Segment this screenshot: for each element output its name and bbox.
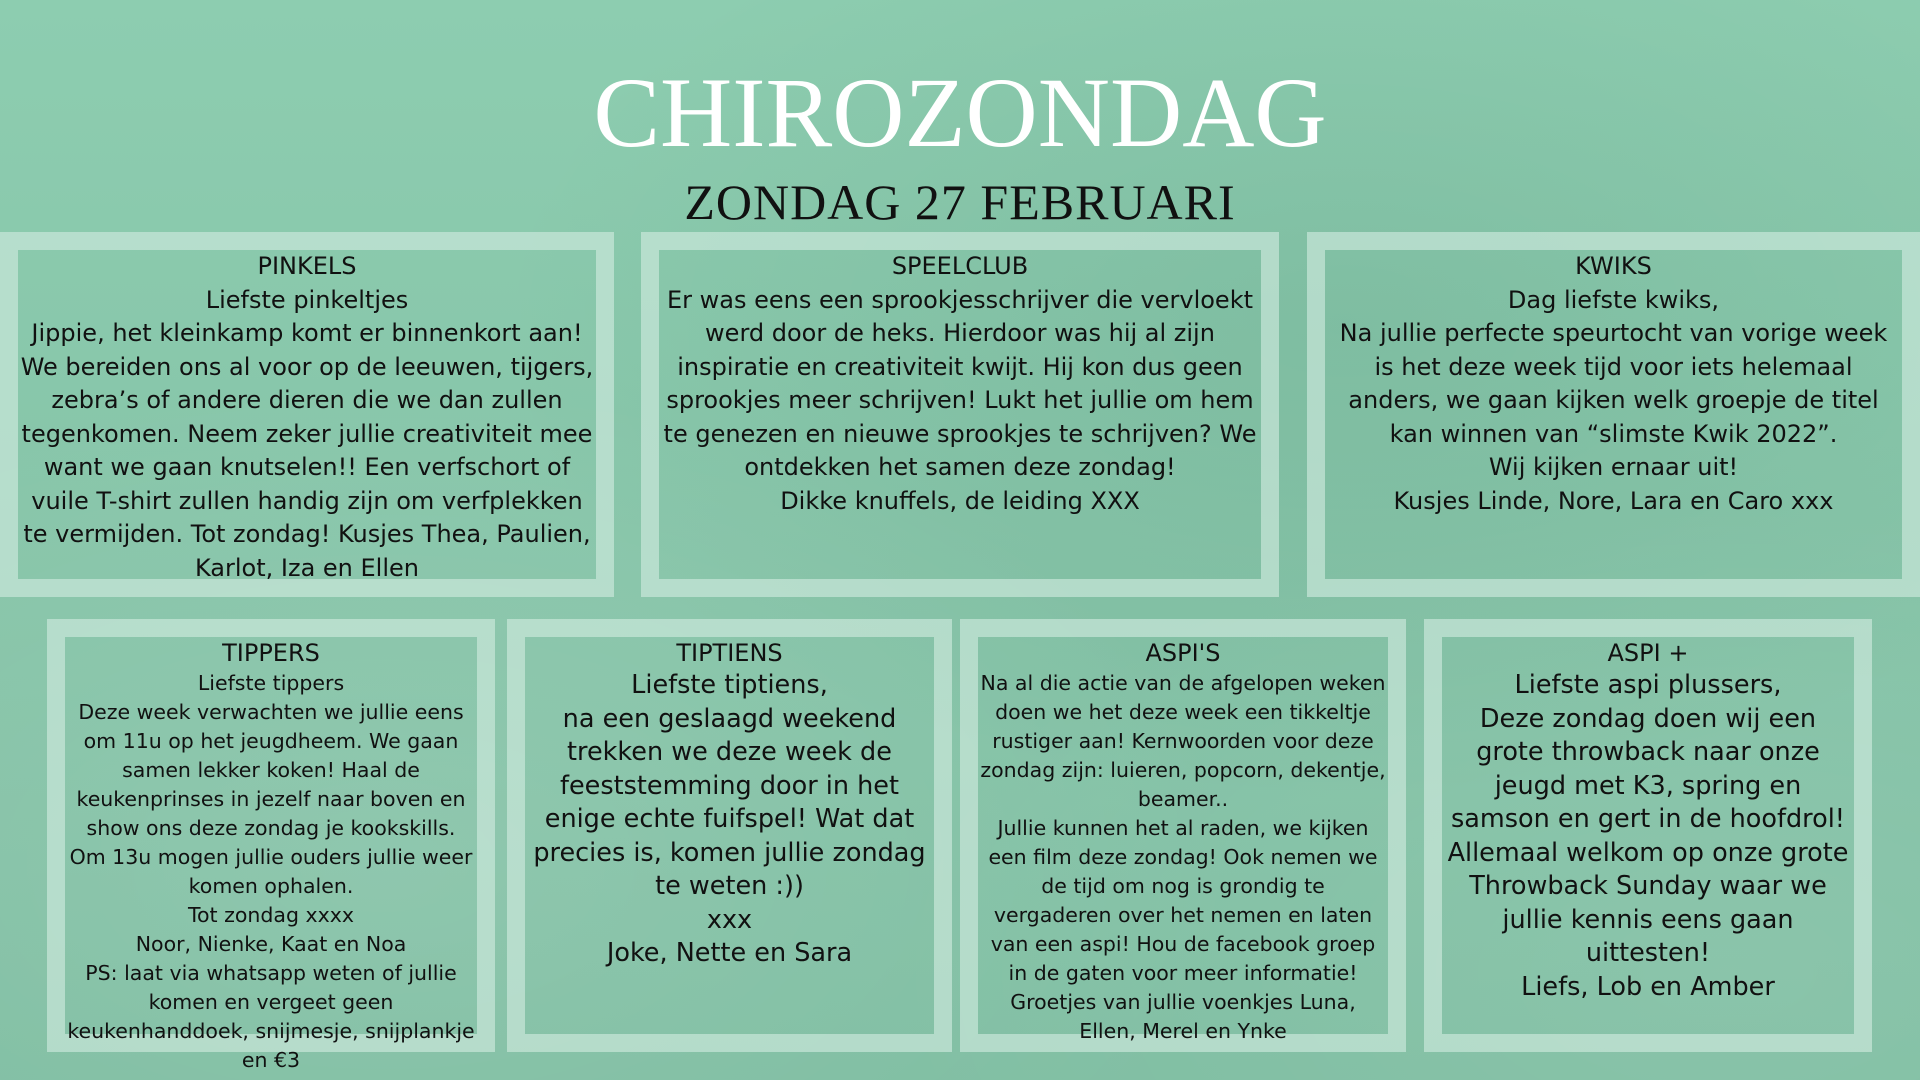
- card-kwiks-body: Na jullie perfecte speurtocht van vorige week is het deze week tijd voor iets helemaal anders, we gaan kijken welk groepje de titel kan winnen van “slimste Kwik 2022”.: [1339, 319, 1888, 448]
- card-tiptiens-kisses: xxx: [706, 904, 753, 935]
- card-tippers-line: Tot zondag xxxx: [187, 903, 355, 927]
- card-tippers-greeting: Liefste tippers: [197, 671, 345, 695]
- card-kwiks-title: KWIKS: [1575, 252, 1652, 280]
- card-pinkels-greeting: Liefste pinkeltjes: [205, 285, 409, 314]
- card-aspis-signoff: Groetjes van jullie voenkjes Luna, Ellen, Merel en Ynke: [1010, 990, 1356, 1043]
- card-pinkels: [0, 232, 614, 597]
- card-tippers-ps: PS: laat via whatsapp weten of jullie komen en vergeet geen keukenhanddoek, snijmesje, snijplankje en €3: [67, 961, 475, 1072]
- card-speelclub-title: SPEELCLUB: [891, 252, 1029, 280]
- card-pinkels-title: PINKELS: [257, 252, 357, 280]
- card-tippers-names: Noor, Nienke, Kaat en Noa: [135, 932, 407, 956]
- card-tippers-title: TIPPERS: [222, 639, 320, 667]
- card-speelclub-body: Er was eens een sprookjesschrijver die vervloekt werd door de heks. Hierdoor was hij al zijn inspiratie en creativiteit kwijt. Hij kon dus geen sprookjes meer schrijven! Lukt het jullie om hem te genezen en nieuwe sprookjes te schrijven? We ontdekken het samen deze zondag!: [663, 285, 1257, 481]
- page-date: ZONDAG 27 FEBRUARI: [684, 174, 1236, 230]
- card-speelclub-signoff: Dikke knuffels, de leiding XXX: [780, 486, 1140, 515]
- card-kwiks-greeting: Dag liefste kwiks,: [1507, 285, 1720, 314]
- card-aspiplus-body: Deze zondag doen wij een grote throwback naar onze jeugd met K3, spring en samson en gert in de hoofdrol!: [1450, 703, 1846, 834]
- card-tippers: [47, 619, 495, 1072]
- card-speelclub: [641, 232, 1279, 597]
- card-aspiplus-title: ASPI +: [1607, 639, 1689, 667]
- card-tiptiens-signoff: Joke, Nette en Sara: [606, 938, 853, 968]
- card-kwiks-line: Wij kijken ernaar uit!: [1488, 453, 1739, 481]
- card-tiptiens: [507, 619, 952, 1052]
- card-aspiplus: [1424, 619, 1872, 1052]
- card-pinkels-body: Jippie, het kleinkamp komt er binnenkort aan! We bereiden ons al voor op de leeuwen, tijgers, zebra’s of andere dieren die we dan zullen tegenkomen. Neem zeker jullie creativiteit mee want we gaan knutselen!! Een verfschort of vuile T-shirt zullen handig zijn om verfplekken te vermijden. Tot zondag! Kusjes Thea, Paulien, Karlot, Iza en Ellen: [20, 319, 594, 582]
- card-aspis: [960, 619, 1406, 1052]
- card-tippers-body: Deze week verwachten we jullie eens om 11u op het jeugdheem. We gaan samen lekker koken! Haal de keukenprinses in jezelf naar boven en show ons deze zondag je kookskills. Om 13u mogen jullie ouders jullie weer komen ophalen.: [69, 700, 473, 898]
- card-kwiks: [1307, 232, 1920, 597]
- card-aspiplus-signoff: Liefs, Lob en Amber: [1521, 971, 1775, 1002]
- page-title: CHIROZONDAG: [593, 57, 1327, 168]
- card-tiptiens-greeting: Liefste tiptiens,: [631, 670, 828, 700]
- card-aspis-title: ASPI'S: [1145, 639, 1221, 667]
- card-tiptiens-body: na een geslaagd weekend trekken we deze week de feeststemming door in het enige echte fuifspel! Wat dat precies is, komen jullie zondag te weten :)): [533, 703, 926, 901]
- card-aspis-body: Na al die actie van de afgelopen weken doen we het deze week een tikkeltje rustiger aan! Kernwoorden voor deze zondag zijn: luieren, popcorn, dekentje, beamer..: [980, 671, 1386, 811]
- card-kwiks-signoff: Kusjes Linde, Nore, Lara en Caro xxx: [1393, 486, 1834, 515]
- card-tiptiens-title: TIPTIENS: [676, 639, 783, 667]
- card-aspiplus-body-2: Allemaal welkom op onze grote Throwback Sunday waar we jullie kennis eens gaan uittesten!: [1447, 837, 1849, 968]
- card-aspis-body-2: Jullie kunnen het al raden, we kijken een film deze zondag! Ook nemen we de tijd om nog is grondig te vergaderen over het nemen en laten van een aspi! Hou de facebook groep in de gaten voor meer informatie!: [988, 816, 1378, 985]
- card-aspiplus-greeting: Liefste aspi plussers,: [1514, 670, 1782, 700]
